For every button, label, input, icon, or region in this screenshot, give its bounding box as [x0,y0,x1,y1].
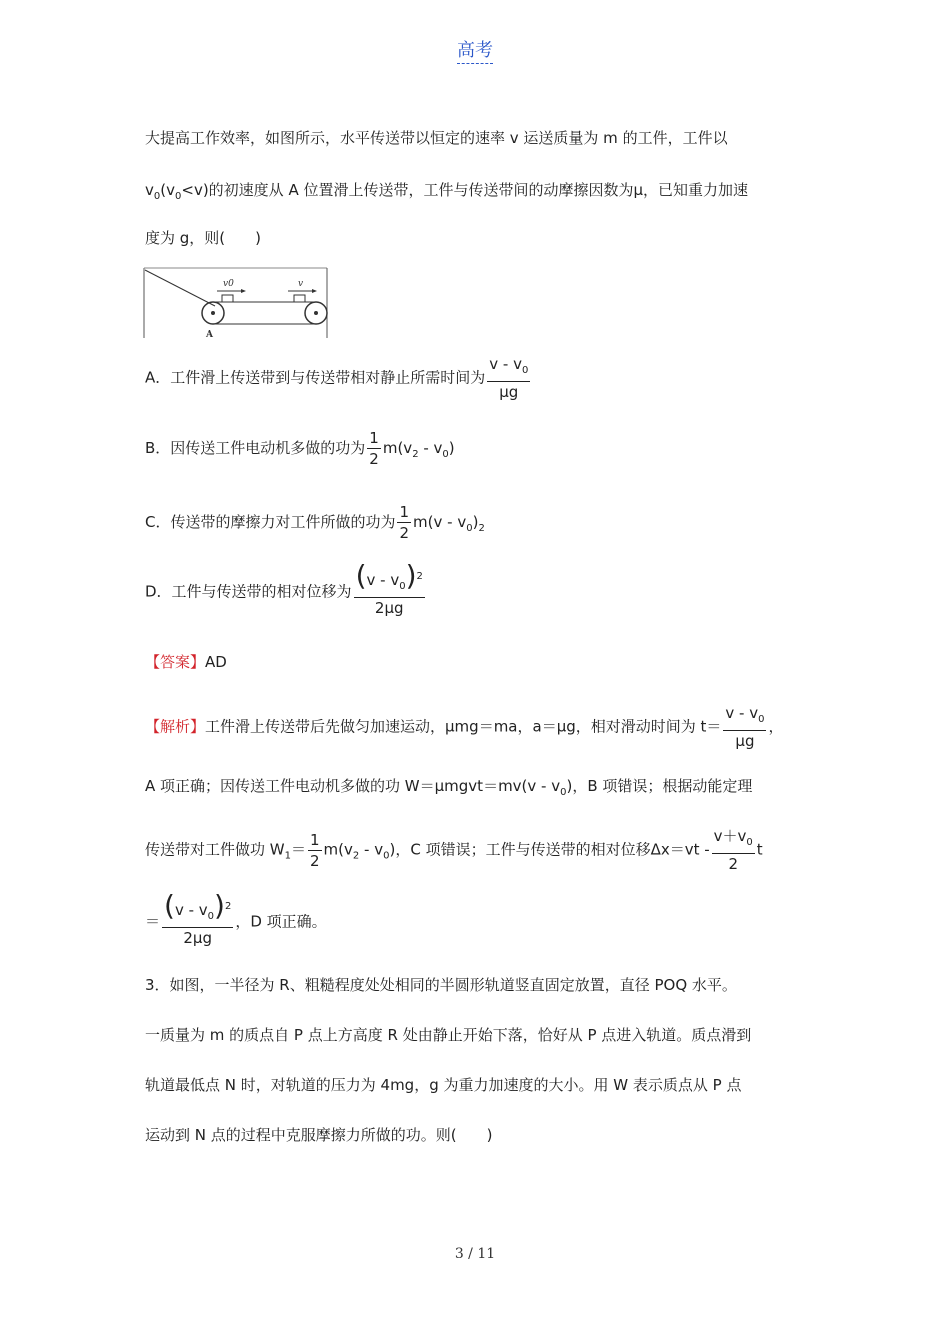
analysis-line-1: 【解析】工件滑上传送带后先做匀加速运动，μmg＝ma，a＝μg，相对滑动时间为 t＝ $\frac{v - v_0}{\mu g}$ ， [145,704,784,750]
analysis-line-2: A 项正确；因传送工件电动机多做的功 W＝μmgvt＝mv(v - $v_0$)，B 项错误；根据动能定理 [145,777,753,798]
answer-label: 【答案】 [145,653,206,671]
option-d: D．工件与传送带的相对位移为 $\frac{(v - v_0)^2}{2\mu g}$ [145,559,423,617]
q2-line-1: 大提高工作效率，如图所示，水平传送带以恒定的速率 v 运送质量为 m 的工件，工件以 [145,129,728,147]
answer-line [145,651,227,673]
page-number: 3 / 11 [454,1246,496,1262]
header-title: 高考 [457,40,493,64]
label-A: A [206,330,213,340]
label-v0: v0 [223,279,234,289]
analysis-line-3: 传送带对工件做功 $W_1=$ $\frac{1}{2}$ $m(v_2 - v_0)$，C 项错误；工件与传送带的相对位移Δx＝vt - $\frac{v+v_0}{2}$ t [145,827,763,873]
label-v: v [298,279,304,289]
q3-line-3: 轨道最低点 N 时，对轨道的压力为 4mg，g 为重力加速度的大小。用 W 表示质点从 P 点 [145,1076,742,1094]
answer-value: AD [205,653,227,671]
q3-line-1: 3．如图，一半径为 R、粗糙程度处处相同的半圆形轨道竖直固定放置，直径 POQ 水平。 [145,976,737,994]
q3-line-2: 一质量为 m 的质点自 P 点上方高度 R 处由静止开始下落，恰好从 P 点进入轨道。质点滑到 [145,1026,752,1044]
q3-line-4: 运动到 N 点的过程中克服摩擦力所做的功。则( ) [145,1126,493,1144]
workpiece-right [294,295,305,302]
conveyor-belt-figure [143,264,328,340]
option-a: A．工件滑上传送带到与传送带相对静止所需时间为 $\frac{v - v_0}{\mu g}$ [145,355,529,401]
q2-line-3: 度为 g，则( ) [145,229,261,247]
analysis-line-4: ＝ $\frac{(v - v_0)^2}{2\mu g}$ ，D 项正确。 [145,889,327,947]
option-c: C．传送带的摩擦力对工件所做的功为 $\frac{1}{2}$ $m(v - v_0)_2$ [145,503,485,542]
analysis-label: 【解析】 [145,717,206,736]
page-header [0,36,950,62]
workpiece-left [222,295,233,302]
q2-line-2: $v_0(v_0<v)$的初速度从 A 位置滑上传送带，工件与传送带间的动摩擦因数为μ，已知重力加速 [145,181,749,202]
option-b: B．因传送工件电动机多做的功为 $\frac{1}{2}$ $m(v_2 - v_0)$ [145,429,455,468]
